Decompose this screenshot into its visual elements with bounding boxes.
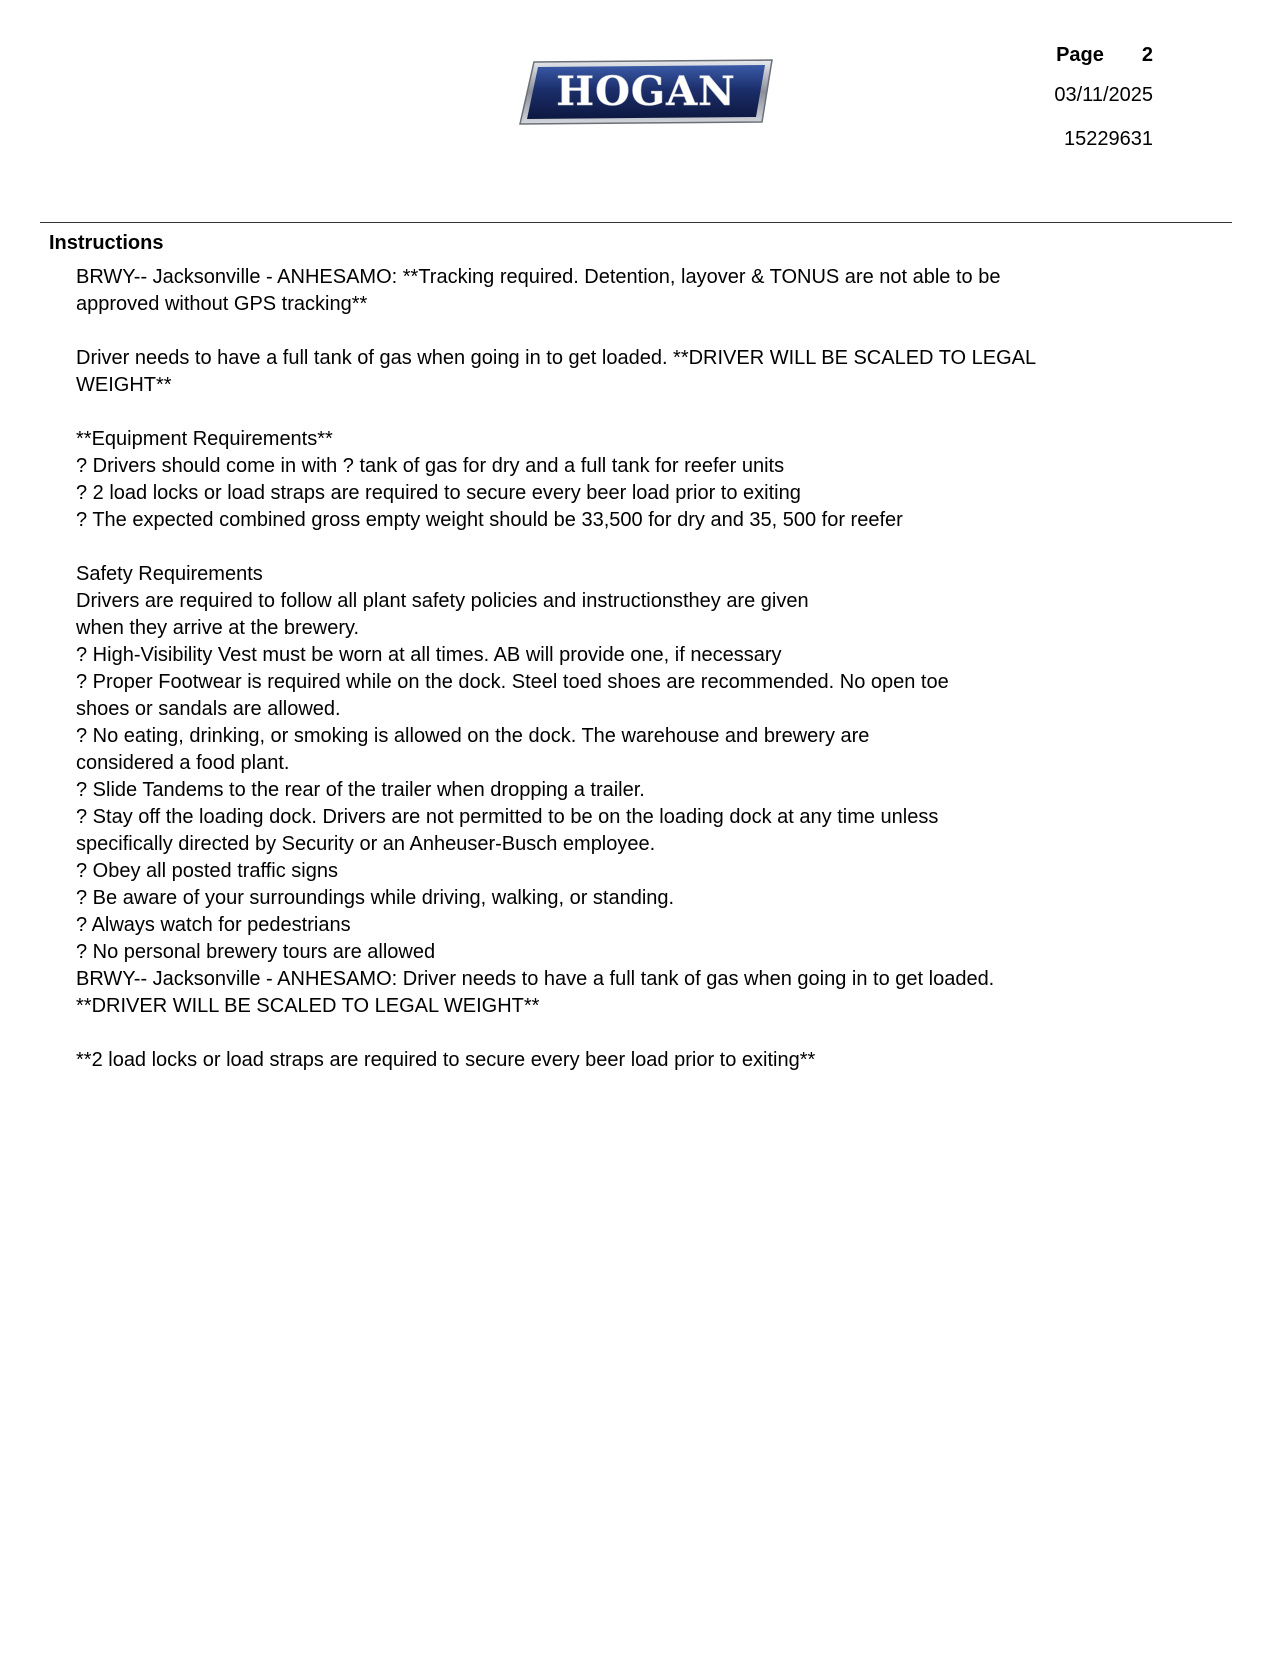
instruction-line: ? The expected combined gross empty weight should be 33,500 for dry and 35, 500 for reefer xyxy=(76,509,903,531)
instruction-line xyxy=(76,318,1216,345)
instruction-line: WEIGHT** xyxy=(76,374,172,396)
instruction-line xyxy=(76,1020,1216,1047)
instruction-line: ? No eating, drinking, or smoking is allowed on the dock. The warehouse and brewery are xyxy=(76,725,870,747)
instruction-line: **2 load locks or load straps are required to secure every beer load prior to exiting** xyxy=(76,1049,816,1071)
page-label: Page xyxy=(1056,44,1104,66)
instruction-line: shoes or sandals are allowed. xyxy=(76,698,341,720)
instruction-line: approved without GPS tracking** xyxy=(76,293,368,315)
document-meta xyxy=(1054,45,1153,149)
instruction-line: Drivers are required to follow all plant safety policies and instructionsthey are given xyxy=(76,590,809,612)
instruction-line xyxy=(76,399,1216,426)
instruction-line: ? Be aware of your surroundings while driving, walking, or standing. xyxy=(76,887,675,909)
instruction-line: specifically directed by Security or an Anheuser-Busch employee. xyxy=(76,833,656,855)
section-heading: Instructions xyxy=(49,232,164,254)
instruction-line: ? High-Visibility Vest must be worn at all times. AB will provide one, if necessary xyxy=(76,644,782,666)
logo-wordmark: HOGAN xyxy=(556,68,736,115)
instruction-line: ? Slide Tandems to the rear of the trailer when dropping a trailer. xyxy=(76,779,645,801)
instruction-line: BRWY-- Jacksonville - ANHESAMO: Driver needs to have a full tank of gas when going in to get loaded. xyxy=(76,968,995,990)
instructions-body xyxy=(76,264,1216,1074)
instruction-line: ? Obey all posted traffic signs xyxy=(76,860,338,882)
instruction-line: ? No personal brewery tours are allowed xyxy=(76,941,436,963)
instruction-line: ? Drivers should come in with ? tank of gas for dry and a full tank for reefer units xyxy=(76,455,785,477)
page-indicator xyxy=(1054,45,1153,73)
instruction-line: Driver needs to have a full tank of gas when going in to get loaded. **DRIVER WILL BE SCALED TO LEGAL xyxy=(76,347,1037,369)
instruction-line: **DRIVER WILL BE SCALED TO LEGAL WEIGHT** xyxy=(76,995,540,1017)
instruction-line: ? Stay off the loading dock. Drivers are not permitted to be on the loading dock at any time unless xyxy=(76,806,939,828)
document-date: 03/11/2025 xyxy=(1054,84,1153,106)
instruction-line: ? Proper Footwear is required while on the dock. Steel toed shoes are recommended. No open toe xyxy=(76,671,949,693)
instruction-line: Safety Requirements xyxy=(76,563,263,585)
instruction-line xyxy=(76,534,1216,561)
company-logo xyxy=(516,58,778,126)
instruction-line: ? 2 load locks or load straps are required to secure every beer load prior to exiting xyxy=(76,482,801,504)
instruction-line: considered a food plant. xyxy=(76,752,290,774)
instruction-line: when they arrive at the brewery. xyxy=(76,617,360,639)
header-divider xyxy=(40,222,1232,223)
instruction-line: BRWY-- Jacksonville - ANHESAMO: **Tracking required. Detention, layover & TONUS are not able to be xyxy=(76,266,1001,288)
instruction-line: **Equipment Requirements** xyxy=(76,428,333,450)
document-number: 15229631 xyxy=(1064,128,1153,150)
instruction-line: ? Always watch for pedestrians xyxy=(76,914,351,936)
page-number: 2 xyxy=(1141,44,1153,66)
